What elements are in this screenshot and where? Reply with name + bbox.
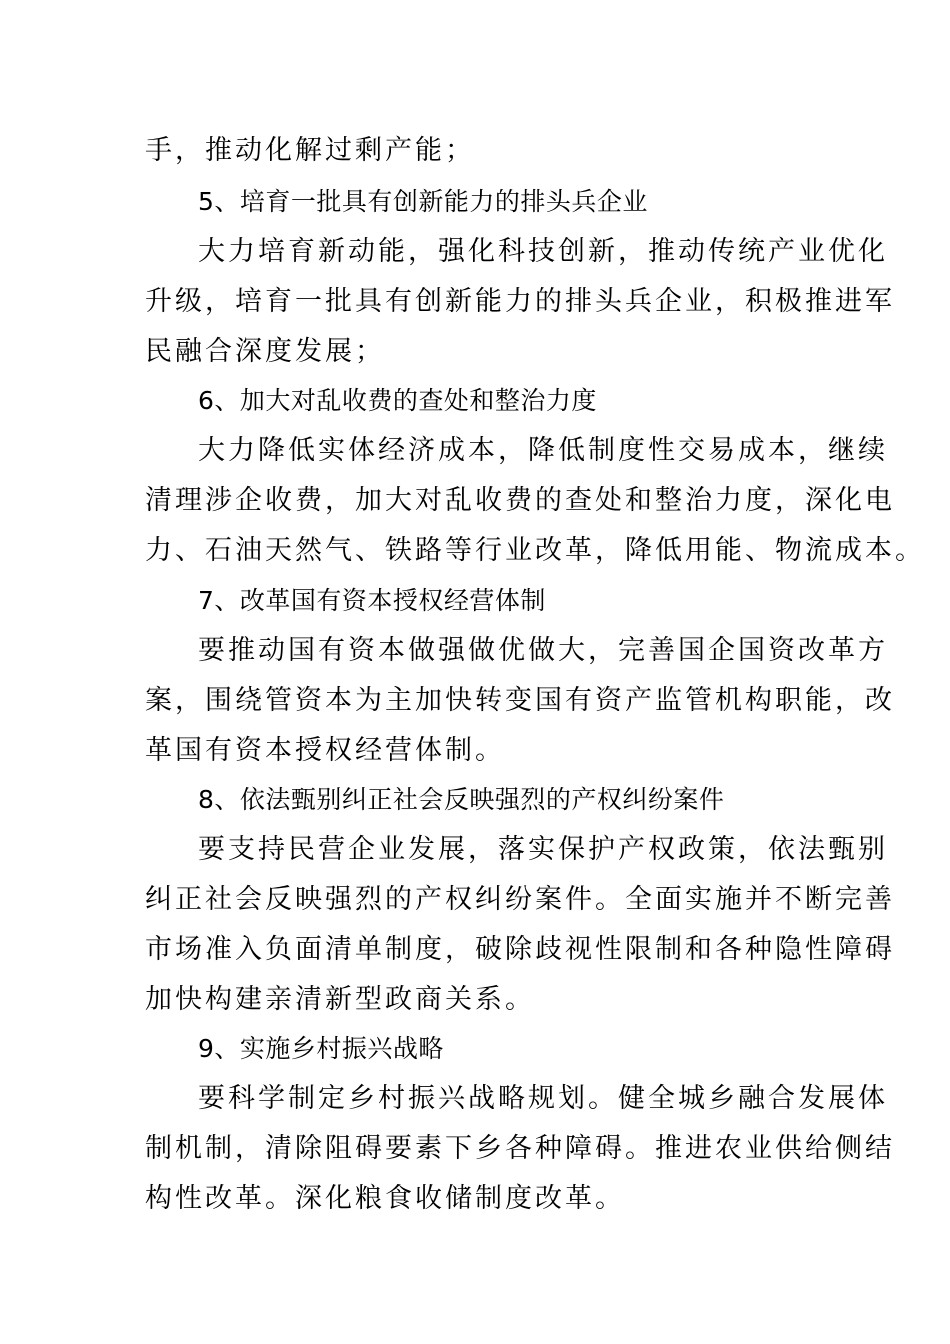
paragraph-line: 案，围绕管资本为主加快转变国有资产监管机构职能，改 (145, 685, 895, 716)
paragraph-line: 加快构建亲清新型政商关系。 (145, 984, 535, 1015)
paragraph-line: 制机制，清除阻碍要素下乡各种障碍。推进农业供给侧结 (145, 1133, 895, 1164)
paragraph-line: 民融合深度发展； (145, 336, 385, 367)
paragraph-line: 要科学制定乡村振兴战略规划。健全城乡融合发展体 (198, 1083, 888, 1114)
paragraph-line: 纠正社会反映强烈的产权纠纷案件。全面实施并不断完善 (145, 884, 895, 915)
paragraph-line: 要支持民营企业发展，落实保护产权政策，依法甄别 (198, 834, 888, 865)
paragraph-line: 构性改革。深化粮食收储制度改革。 (145, 1183, 625, 1214)
paragraph-line: 市场准入负面清单制度，破除歧视性限制和各种隐性障碍 (145, 934, 895, 965)
section-heading-6: 6、加大对乱收费的查处和整治力度 (198, 386, 597, 415)
paragraph-line: 大力培育新动能，强化科技创新，推动传统产业优化 (198, 236, 888, 267)
paragraph-line: 大力降低实体经济成本，降低制度性交易成本，继续 (198, 435, 888, 466)
paragraph-line: 要推动国有资本做强做优做大，完善国企国资改革方 (198, 635, 888, 666)
section-heading-7: 7、改革国有资本授权经营体制 (198, 586, 546, 615)
paragraph-line: 清理涉企收费，加大对乱收费的查处和整治力度，深化电 (145, 485, 895, 516)
paragraph-line: 革国有资本授权经营体制。 (145, 735, 505, 766)
paragraph-line: 手，推动化解过剩产能； (145, 135, 475, 166)
section-heading-9: 9、实施乡村振兴战略 (198, 1034, 444, 1063)
section-heading-5: 5、培育一批具有创新能力的排头兵企业 (198, 187, 648, 216)
paragraph-line: 升级，培育一批具有创新能力的排头兵企业，积极推进军 (145, 286, 895, 317)
paragraph-line: 力、石油天然气、铁路等行业改革，降低用能、物流成本。 (145, 535, 925, 566)
section-heading-8: 8、依法甄别纠正社会反映强烈的产权纠纷案件 (198, 785, 725, 814)
